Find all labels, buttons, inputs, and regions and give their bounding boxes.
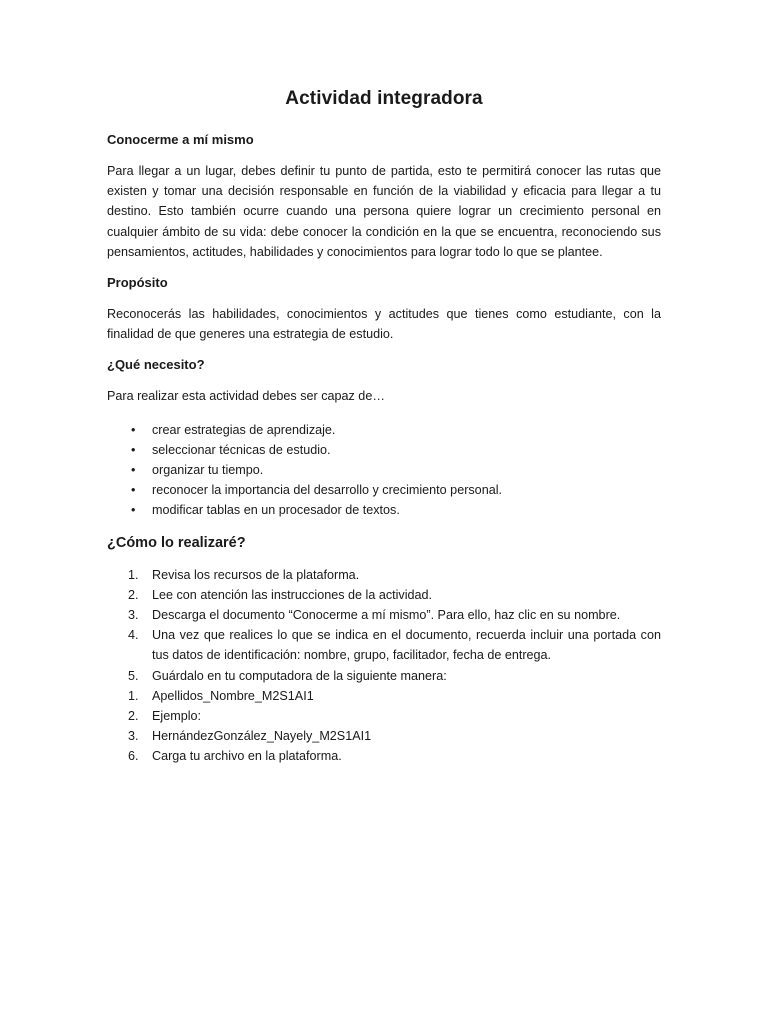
list-item	[107, 460, 661, 480]
section-heading-como-lo-realizare: ¿Cómo lo realizaré?	[107, 534, 246, 551]
section-intro-que-necesito: Para realizar esta actividad debes ser capaz de…	[107, 389, 385, 404]
step-number: 5.	[128, 668, 139, 683]
list-item	[107, 440, 661, 460]
step-number: 1.	[128, 688, 139, 703]
document-title: Actividad integradora	[285, 88, 483, 109]
step-text: Revisa los recursos de la plataforma.	[152, 567, 360, 582]
document-page	[107, 88, 661, 767]
section-paragraph-proposito: Reconocerás las habilidades, conocimientos y actitudes que tienes como estudiante, con la finalidad de que generes una estrategia de estudio.	[107, 307, 661, 342]
step-text: Carga tu archivo en la plataforma.	[152, 749, 342, 764]
step-number: 1.	[128, 567, 139, 582]
steps-list	[107, 565, 661, 767]
step-number: 6.	[128, 749, 139, 764]
section-paragraph-conocerme: Para llegar a un lugar, debes definir tu punto de partida, esto te permitirá conocer las rutas que existen y tomar una decisión responsable en función de la viabilidad y eficacia para llegar a tu destino. Esto también ocurre cuando una persona quiere lograr un crecimiento personal en cualquier ámbito de su vida: debe conocer la condición en la que se encuentra, reconociendo sus pensamientos, actitudes, habilidades y conocimientos para lograr todo lo que se plantee.	[107, 164, 661, 259]
list-item-text: crear estrategias de aprendizaje.	[152, 422, 336, 437]
step-text: Guárdalo en tu computadora de la siguiente manera:	[152, 668, 447, 683]
step-number: 2.	[128, 709, 139, 724]
step-item	[107, 585, 661, 605]
step-text: HernándezGonzález_Nayely_M2S1AI1	[152, 729, 372, 744]
list-item	[107, 480, 661, 500]
bullet-icon: •	[131, 483, 136, 498]
step-item	[107, 706, 661, 726]
list-item-text: seleccionar técnicas de estudio.	[152, 442, 331, 457]
section-heading-que-necesito: ¿Qué necesito?	[107, 357, 205, 373]
step-number: 3.	[128, 608, 139, 623]
step-item	[107, 746, 661, 766]
step-item	[107, 565, 661, 585]
bullet-icon: •	[131, 503, 136, 518]
step-text: Descarga el documento “Conocerme a mí mismo”. Para ello, haz clic en su nombre.	[152, 608, 621, 623]
requirements-list	[107, 420, 661, 521]
step-item	[107, 726, 661, 746]
list-item-text: organizar tu tiempo.	[152, 463, 264, 478]
step-item	[107, 666, 661, 686]
list-item	[107, 500, 661, 520]
step-number: 4.	[128, 628, 139, 643]
step-number: 3.	[128, 729, 139, 744]
bullet-icon: •	[131, 463, 136, 478]
list-item-text: reconocer la importancia del desarrollo y crecimiento personal.	[152, 483, 502, 498]
bullet-icon: •	[131, 422, 136, 437]
list-item	[107, 420, 661, 440]
step-item	[107, 686, 661, 706]
step-text: Lee con atención las instrucciones de la actividad.	[152, 587, 433, 602]
step-text: Apellidos_Nombre_M2S1AI1	[152, 688, 314, 703]
section-heading-conocerme: Conocerme a mí mismo	[107, 132, 254, 147]
step-item	[107, 625, 661, 665]
section-heading-proposito: Propósito	[107, 275, 168, 291]
step-number: 2.	[128, 587, 139, 602]
step-text: Una vez que realices lo que se indica en el documento, recuerda incluir una portada con tus datos de identificación: nombre, grupo, facilitador, fecha de entrega.	[152, 628, 661, 663]
step-item	[107, 605, 661, 625]
list-item-text: modificar tablas en un procesador de textos.	[152, 503, 400, 518]
bullet-icon: •	[131, 442, 136, 457]
step-text: Ejemplo:	[152, 709, 201, 724]
